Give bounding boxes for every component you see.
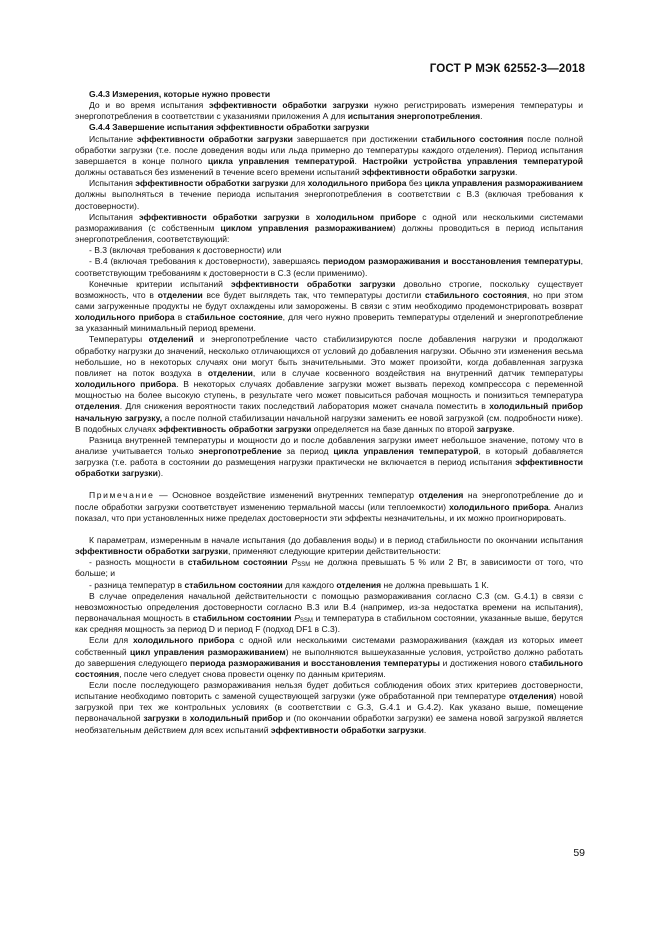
bold-term: стабильном состоянии: [192, 613, 292, 624]
bold-term: отделения: [336, 579, 382, 590]
list-item: - В.3 (включая требования к достоверности) или: [89, 245, 282, 256]
paragraph: Если для холодильного прибора с одной или несколькими системами размораживания (каждая из которых имеет собственный цикл управления размораживанием) не выполняются вышеуказанные условия, устройство должно работать до завершения следующего периода размораживания и восстановления температуры и достижения нового стабильного состояния, после чего следует снова провести оценку по данным критериям.: [75, 635, 584, 679]
paragraph: Испытание эффективности обработки загрузки завершается при достижении стабильного состояния после полной обработки загрузки (т.е. после доведения воды или льда примерно до температуры каждого отделения). Период испытания завершается в конце полного цикла управления температурой. Настройки устройства управления температурой должны оставаться без изменений в течение всего времени испытаний эффективности обработки загрузки.: [75, 133, 583, 178]
document-header: ГОСТ Р МЭК 62552-3—2018: [429, 62, 585, 75]
bold-term: циклом управления размораживанием: [220, 222, 393, 233]
bold-term: эффективность обработки загрузки: [158, 423, 312, 434]
bold-term: отделения: [75, 401, 120, 412]
section-heading-g44: G.4.4 Завершение испытания эффективности обработки загрузки: [89, 122, 370, 133]
bold-term: стабильном состоянии: [184, 579, 283, 590]
bold-term: цикла управления температурой: [333, 446, 479, 456]
paragraph: В случае определения начальной действительности с помощью размораживания согласно С.3 (см. G.4.1) в связи с невозможностью определения достоверности согласно В.3 или В.4 (например, из-за недостатка времени на испытания), первоначальная мощность в стабильном состоянии $P_{SSM}$ и температура в стабильном состоянии, указанные выше, берутся как средняя мощность за период D и период F (подход DF1 в С.3).: [75, 590, 584, 635]
section-heading-g43: G.4.3 Измерения, которые нужно провести: [89, 89, 271, 99]
bold-term: испытания энергопотребления: [347, 111, 481, 122]
bold-term: холодильного прибора: [449, 501, 549, 512]
bold-term: эффективности обработки загрузки: [361, 167, 515, 178]
bold-term: эффективности обработки загрузки: [270, 724, 424, 735]
bold-term: стабильного состояния: [421, 133, 524, 144]
bold-term: холодильного прибора: [75, 312, 175, 323]
paragraph: Разница внутренней температуры и мощности до и после добавления загрузки имеет небольшое значение, потому что в анализе учитывается только энергопотребление за период цикла управления температурой, в который добавляется загрузка (т.е. работа в состоянии до размещения нагрузки практически не включается в период испытания эффективности обработки загрузки).: [75, 434, 584, 479]
bold-term: холодильного прибора: [307, 178, 407, 189]
note: [75, 490, 583, 523]
bold-term: стабильного состояния: [425, 289, 527, 300]
paragraph: Если после последующего размораживания нельзя будет добиться соблюдения обоих этих критериев достоверности, испытание необходимо повторить с заменой существующей загрузки (уже обработанной при температуре отделения) новой загрузкой при тех же контрольных условиях (в соответствии с G.3, G.4.1 и G.4.2). Как указано выше, помещение первоначальной загрузки в холодильный прибор и (по окончании обработки загрузки) ее замена новой загрузкой является необязательным действием для всех испытаний эффективности обработки загрузки.: [75, 679, 583, 735]
list-item: - разница температур в стабильном состоянии для каждого отделения не должна превышать 1 К.: [89, 579, 489, 590]
symbol: $P_{SSM}$: [291, 557, 311, 569]
bold-term: эффективности обработки загрузки: [135, 178, 289, 189]
paragraph: Температуры отделений и энергопотребление часто стабилизируются после добавления нагрузки и продолжают обработку нагрузки до значений, несколько отличающихся от условий до добавления нагрузки. Обычно эти изменения весьма небольшие, но в некоторых случаях они могут быть значительными. Это может произойти, когда добавленная загрузка повлияет на поток воздуха в отделении, или в случае косвенного воздействия на внутренний датчик температуры холодильного прибора. В некоторых случаях добавление загрузки может вызвать переход компрессора с переменной мощностью на более высокую ступень, в результате чего может повыситься рабочая мощность и понизиться температура отделения. Для снижения вероятности таких последствий лаборатория может сначала поместить в холодильный прибор начальную загрузку, а после полной стабилизации начальной нагрузки заменить ее новой загрузкой (см. подробности ниже). В подобных случаях эффективность обработки загрузки определяется на базе данных по второй загрузке.: [75, 334, 584, 434]
bold-term: энергопотребление: [198, 446, 282, 456]
paragraph: Испытания эффективности обработки загрузки для холодильного прибора без цикла управления размораживанием должны выполняться в течение периода испытания энергопотребления в соответствии с В.3 (включая требования к достоверности).: [75, 178, 583, 211]
document-body: [75, 89, 583, 736]
paragraph: Конечные критерии испытаний эффективности обработки загрузки довольно строгие, поскольку существует возможность, что в отделении все будет выглядеть так, что температуры достигли стабильного состояния, но при этом сами загруженные продукты не будут охлаждены или заморожены. В связи с этим необходимо продемонстрировать возврат холодильного прибора в стабильное состояние, для чего нужно проверить температуры отделений и энергопотребление за указанный минимальный период времени.: [75, 278, 583, 334]
bold-term: эффективности обработки загрузки: [231, 278, 396, 289]
bold-term: периода размораживания и восстановления температуры: [189, 657, 440, 668]
symbol: $P_{SSM}$: [294, 613, 313, 625]
bold-term: эффективности обработки загрузки: [208, 100, 369, 111]
bold-term: отделения: [508, 691, 554, 702]
bold-term: стабильном состоянии: [187, 557, 288, 568]
paragraph: К параметрам, измеренным в начале испытания (до добавления воды) и в период стабильности по окончании испытания эффективности обработки загрузки, применяют следующие критерии действительности:: [75, 534, 583, 557]
bold-term: эффективности обработки загрузки: [138, 211, 300, 222]
bold-term: загрузки: [143, 713, 180, 724]
bold-term: эффективности обработки загрузки: [136, 133, 293, 144]
bold-term: стабильного состояния: [75, 657, 583, 679]
bold-term: холодильный прибор: [189, 713, 284, 724]
bold-term: эффективности обработки загрузки: [75, 457, 583, 479]
bold-term: эффективности обработки загрузки: [75, 546, 228, 557]
page-number: 59: [573, 847, 585, 859]
bold-term: периодом размораживания и восстановления температуры: [323, 256, 581, 267]
bold-term: холодильного прибора: [75, 379, 177, 390]
bold-term: загрузке: [476, 423, 513, 434]
bold-term: отделений: [148, 334, 194, 345]
bold-term: цикла управления температурой: [207, 155, 355, 166]
bold-term: холодильного прибора: [132, 635, 235, 646]
bold-term: Настройки устройства управления температурой: [362, 155, 583, 166]
note-label: Примечание: [89, 490, 155, 501]
bold-term: стабильное состояние: [185, 312, 283, 323]
bold-term: цикл управления размораживанием: [130, 646, 286, 657]
paragraph: До и во время испытания эффективности обработки загрузки нужно регистрировать измерения температуры и энергопотребления в соответствии с указаниями приложения А для испытания энергопотребления.: [75, 100, 583, 122]
bold-term: отделения: [418, 490, 464, 501]
list-item: - разность мощности в стабильном состоянии $P_{SSM}$ не должна превышать 5 % или 2 Вт, в зависимости от того, что больше; и: [75, 557, 583, 579]
note-text: — Основное воздействие изменений внутренних температур отделения на энергопотребление до и после обработки загрузки соответствует изменению термальной массы (или теплоемкости) холодильного прибора. Анализ показал, что при установленных ниже пределах достоверности эти эффекты незначительны, и их можно проигнорировать.: [75, 490, 584, 523]
bold-term: холодильном приборе: [316, 211, 417, 222]
paragraph: Испытания эффективности обработки загрузки в холодильном приборе с одной или несколькими системами размораживания (с собственным циклом управления размораживанием) должны проводиться в период испытания энергопотребления, соответствующий:: [75, 211, 584, 245]
list-item: - В.4 (включая требования к достоверности), завершаясь периодом размораживания и восстановления температуры, соответствующим требованиям к достоверности в С.3 (если применимо).: [75, 256, 583, 278]
bold-term: холодильный прибор начальную загрузку,: [75, 401, 583, 423]
bold-term: отделении: [157, 289, 203, 300]
bold-term: цикла управления размораживанием: [424, 178, 583, 189]
bold-term: отделении: [207, 367, 253, 378]
